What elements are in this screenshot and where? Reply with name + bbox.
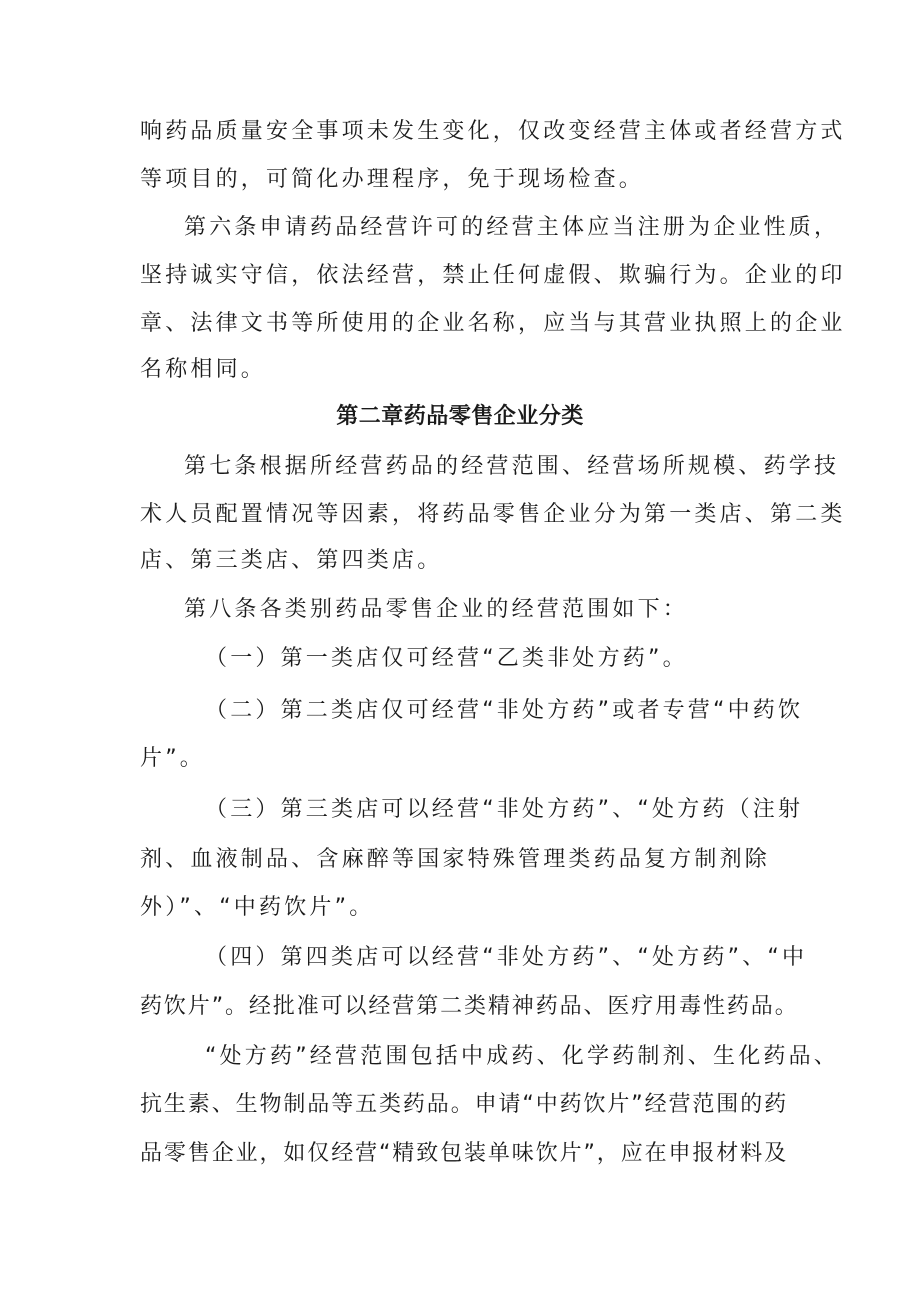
list-item-4-line: （四）第四类店可以经营“非处方药”、“处方药”、“中	[205, 945, 808, 970]
list-item-4-line: 药饮片”。经批准可以经营第二类精神药品、医疗用毒性药品。	[140, 994, 799, 1019]
list-item-3-line: 外）”、“中药饮片”。	[140, 895, 375, 920]
list-item-2-line: （二）第二类店仅可经营“非处方药”或者专营“中药饮	[205, 698, 804, 723]
chapter-heading: 第二章药品零售企业分类	[336, 404, 584, 429]
article-7-line: 术人员配置情况等因素，将药品零售企业分为第一类店、第二类	[140, 502, 846, 527]
list-item-3-line: 剂、血液制品、含麻醉等国家特殊管理类药品复方制剂除	[140, 847, 771, 872]
prescription-scope-line: “处方药”经营范围包括中成药、化学药制剂、生化药品、	[205, 1044, 839, 1069]
prescription-scope-line: 品零售企业，如仅经营“精致包装单味饮片”，应在申报材料及	[140, 1141, 788, 1166]
article-6-line: 章、法律文书等所使用的企业名称，应当与其营业执照上的企业	[140, 311, 846, 336]
paragraph-line: 等项目的，可简化办理程序，免于现场检查。	[140, 167, 645, 192]
list-item-3-line: （三）第三类店可以经营“非处方药”、“处方药（注射	[205, 797, 804, 822]
paragraph-line: 响药品质量安全事项未发生变化，仅改变经营主体或者经营方式	[140, 119, 846, 144]
list-item-2-line: 片”。	[140, 746, 205, 771]
list-item-1-line: （一）第一类店仅可经营“乙类非处方药”。	[205, 646, 688, 671]
article-7-line: 店、第三类店、第四类店。	[140, 548, 443, 573]
article-7-line: 第七条根据所经营药品的经营范围、经营场所规模、药学技	[184, 454, 840, 479]
prescription-scope-line: 抗生素、生物制品等五类药品。申请“中药饮片”经营范围的药	[140, 1092, 788, 1117]
article-6-line: 坚持诚实守信，依法经营，禁止任何虚假、欺骗行为。企业的印	[140, 263, 846, 288]
article-6-line: 名称相同。	[140, 357, 267, 382]
article-6-line: 第六条申请药品经营许可的经营主体应当注册为企业性质，	[184, 215, 840, 240]
article-8-line: 第八条各类别药品零售企业的经营范围如下：	[184, 597, 689, 622]
